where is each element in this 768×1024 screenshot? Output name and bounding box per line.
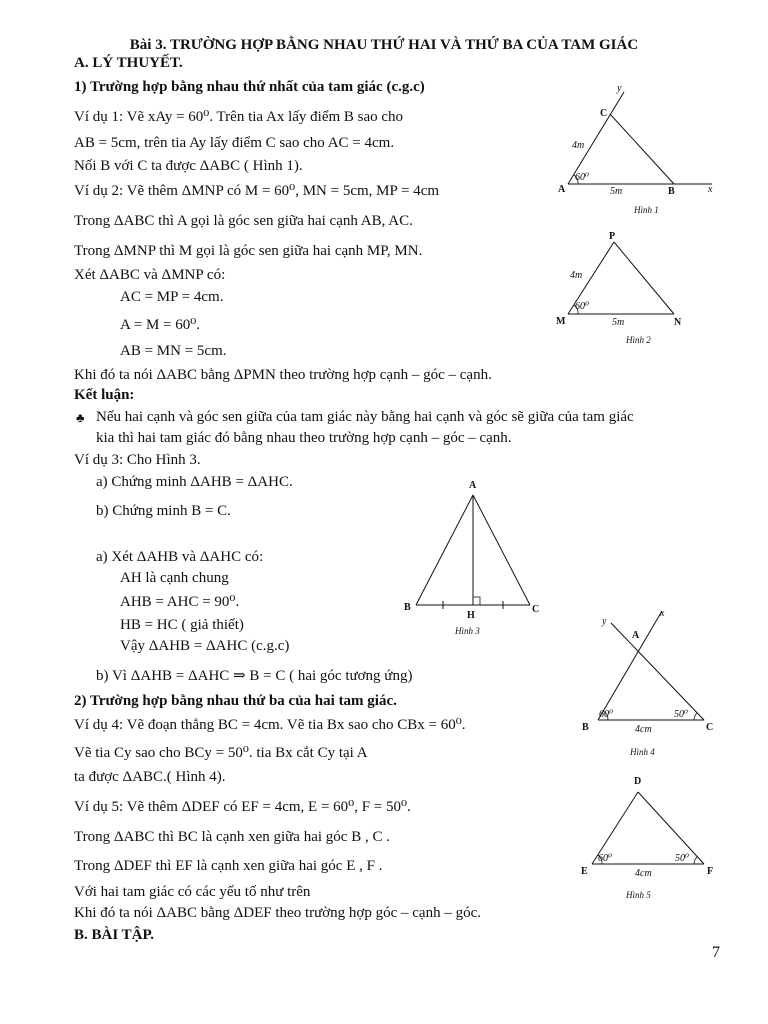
example-1-line-3: Nối B với C ta được ΔABC ( Hình 1). (74, 158, 303, 174)
fig1-angle-a: 60⁰ (575, 172, 590, 183)
example-2-line-5: AC = MP = 4cm. (120, 289, 224, 305)
example-2-line-2: Trong ΔABC thì A gọi là góc sen giữa hai cạnh AB, AC. (74, 213, 413, 229)
example-2-line-7: AB = MN = 5cm. (120, 343, 227, 359)
fig5-label-f: F (707, 866, 714, 877)
fig5-base-ef: 4cm (635, 868, 652, 879)
conclusion-heading: Kết luận: (74, 387, 135, 403)
solution-a-line-3: AHB = AHC = 90⁰. (120, 594, 240, 610)
example-2-conclusion: Khi đó ta nói ΔABC bằng ΔPMN theo trường hợp cạnh – góc – cạnh. (74, 367, 492, 383)
fig5-angle-f: 50⁰ (675, 853, 690, 864)
fig3-label-c: C (532, 604, 540, 615)
example-3-part-b: b) Chứng minh B = C. (96, 503, 231, 519)
example-4-line-2: Vẽ tia Cy sao cho BCy = 50⁰. tia Bx cắt Cy tại A (74, 745, 368, 761)
fig1-label-c: C (600, 108, 608, 119)
fig2-label-p: P (609, 231, 616, 242)
fig5-label-d: D (634, 776, 642, 787)
fig5-angle-e: 60⁰ (598, 853, 613, 864)
figure-3-triangle (398, 476, 558, 642)
solution-b: b) Vì ΔAHB = ΔAHC ⇒ B = C ( hai góc tương ứng) (96, 668, 413, 684)
fig4-label-x: x (660, 608, 665, 619)
figure-4-triangle (578, 604, 728, 760)
example-2-line-1: Ví dụ 2: Vẽ thêm ΔMNP có M = 60⁰, MN = 5cm, MP = 4cm (74, 183, 440, 199)
fig2-label-n: N (674, 317, 682, 328)
example-3-title: Ví dụ 3: Cho Hình 3. (74, 452, 201, 468)
section-b-heading: B. BÀI TẬP. (74, 927, 155, 943)
subsection-2-heading: 2) Trường hợp bằng nhau thứ ba của hai tam giác. (74, 693, 397, 709)
solution-a-line-2: AH là cạnh chung (120, 570, 229, 586)
solution-a-line-5: Vậy ΔAHB = ΔAHC (c.g.c) (120, 638, 290, 654)
fig1-label-x: x (708, 184, 713, 195)
example-5-line-5: Khi đó ta nói ΔABC bằng ΔDEF theo trường hợp góc – cạnh – góc. (74, 905, 481, 921)
example-5-line-4: Với hai tam giác có các yếu tố như trên (74, 884, 311, 900)
club-bullet-icon: ♣ (76, 410, 85, 425)
fig3-label-h: H (467, 610, 475, 621)
fig4-label-c: C (706, 722, 714, 733)
fig1-base-ab: 5m (610, 186, 623, 197)
fig4-angle-c: 50⁰ (674, 709, 689, 720)
conclusion-line-1: Nếu hai cạnh và góc sen giữa của tam giác này bằng hai cạnh và góc sẽ giữa của tam giác (96, 409, 634, 425)
fig2-caption: Hình 2 (626, 335, 651, 345)
example-5-line-1: Ví dụ 5: Vẽ thêm ΔDEF có EF = 4cm, E = 60⁰, F = 50⁰. (74, 799, 411, 815)
example-1-line-1: Ví dụ 1: Vẽ xAy = 60⁰. Trên tia Ax lấy điểm B sao cho (74, 109, 404, 125)
fig4-angle-b: 60⁰ (599, 709, 614, 720)
example-1-line-2: AB = 5cm, trên tia Ay lấy điểm C sao cho AC = 4cm. (74, 135, 395, 151)
solution-a-line-4: HB = HC ( giả thiết) (120, 617, 244, 633)
fig4-label-y: y (602, 616, 607, 627)
example-4-line-3: ta được ΔABC.( Hình 4). (74, 769, 226, 785)
fig2-label-m: M (556, 316, 566, 327)
fig2-side-mp: 4m (570, 270, 583, 281)
figure-2-triangle (550, 228, 730, 350)
fig4-base-bc: 4cm (635, 724, 652, 735)
fig5-label-e: E (581, 866, 588, 877)
fig1-side-ac: 4m (572, 140, 585, 151)
figure-1-triangle (550, 82, 730, 222)
example-4-line-1: Ví dụ 4: Vẽ đoạn thẳng BC = 4cm. Vẽ tia Bx sao cho CBx = 60⁰. (74, 717, 466, 733)
conclusion-line-2: kia thì hai tam giác đó bằng nhau theo trường hợp cạnh – góc – cạnh. (96, 430, 512, 446)
example-5-line-2: Trong ΔABC thì BC là cạnh xen giữa hai góc B , C . (74, 829, 390, 845)
fig3-caption: Hình 3 (455, 626, 480, 636)
figure-5-triangle (576, 772, 726, 906)
fig1-label-b: B (668, 186, 675, 197)
fig5-caption: Hình 5 (626, 890, 651, 900)
section-a-heading: A. LÝ THUYẾT. (74, 55, 183, 71)
example-2-line-4: Xét ΔABC và ΔMNP có: (74, 267, 226, 283)
subsection-1-heading: 1) Trường hợp bằng nhau thứ nhất của tam giác (c.g.c) (74, 79, 425, 95)
example-2-line-6: A = M = 60⁰. (120, 317, 201, 333)
lesson-title: Bài 3. TRƯỜNG HỢP BẰNG NHAU THỨ HAI VÀ THỨ BA CỦA TAM GIÁC (129, 37, 639, 53)
fig2-angle-m: 60⁰ (575, 301, 590, 312)
example-3-part-a: a) Chứng minh ΔAHB = ΔAHC. (96, 474, 293, 490)
fig1-label-a: A (558, 184, 566, 195)
fig3-label-b: B (404, 602, 411, 613)
example-2-line-3: Trong ΔMNP thì M gọi là góc sen giữa hai cạnh MP, MN. (74, 243, 423, 259)
solution-a-line-1: a) Xét ΔAHB và ΔAHC có: (96, 549, 264, 565)
fig1-label-y: y (617, 83, 622, 94)
fig3-label-a: A (469, 480, 477, 491)
fig4-caption: Hình 4 (630, 747, 655, 757)
fig1-caption: Hình 1 (634, 205, 659, 215)
fig4-label-b: B (582, 722, 589, 733)
fig4-label-a: A (632, 630, 640, 641)
fig2-base-mn: 5m (612, 317, 625, 328)
page-number: 7 (712, 944, 720, 961)
example-5-line-3: Trong ΔDEF thì EF là cạnh xen giữa hai góc E , F . (74, 858, 383, 874)
